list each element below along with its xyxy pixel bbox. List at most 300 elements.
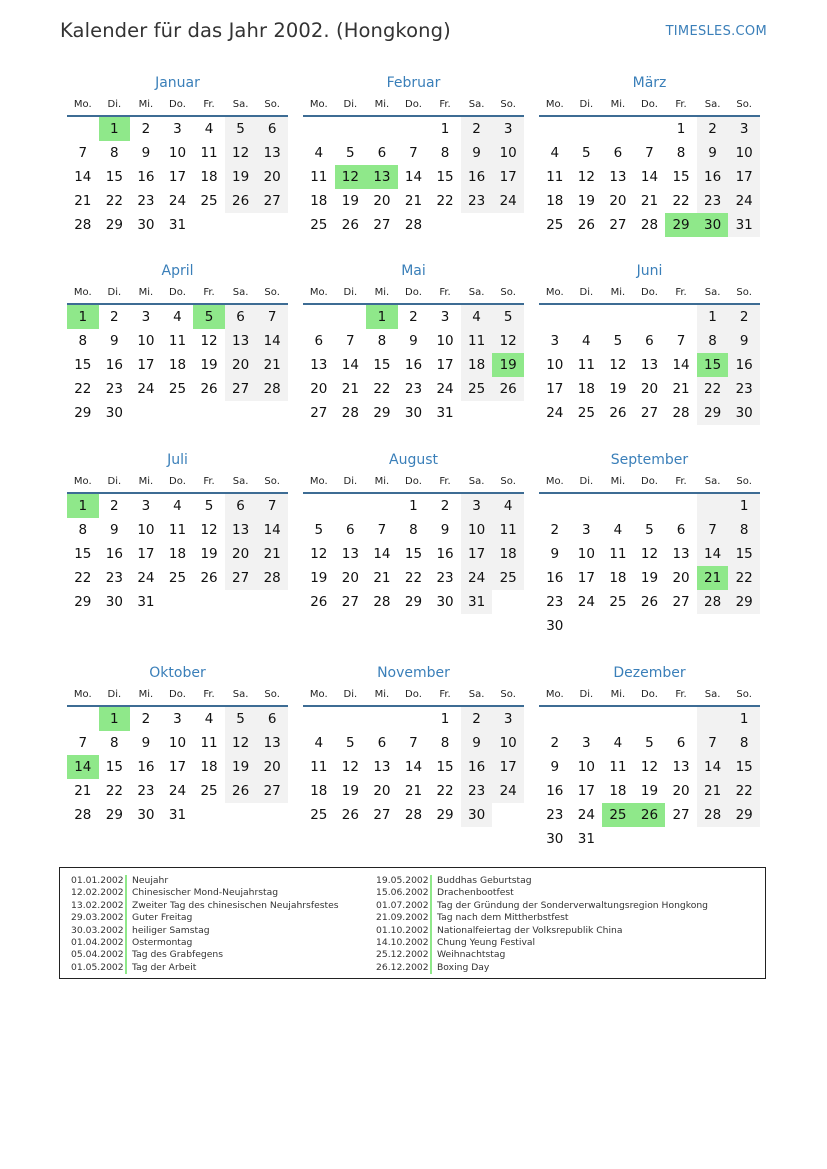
empty-day-cell bbox=[335, 117, 367, 141]
day-cell: 23 bbox=[436, 570, 454, 586]
week-row bbox=[303, 518, 524, 542]
week-row bbox=[67, 117, 288, 141]
day-cell: 26 bbox=[640, 594, 659, 610]
day-cell: 12 bbox=[225, 141, 257, 165]
legend-date: 01.10.2002 bbox=[376, 924, 429, 936]
weekday-header bbox=[67, 285, 288, 305]
day-cell: 2 bbox=[697, 117, 729, 141]
weekday-header bbox=[67, 687, 288, 707]
weekday-label: Fr. bbox=[675, 99, 687, 110]
empty-day-cell bbox=[697, 707, 729, 731]
empty-day-cell bbox=[728, 827, 760, 851]
day-cell: 7 bbox=[645, 145, 654, 161]
day-cell: 3 bbox=[550, 333, 560, 349]
month-juni bbox=[539, 261, 760, 425]
weekday-header bbox=[303, 285, 524, 305]
weekday-label: So. bbox=[500, 99, 516, 110]
empty-day-cell bbox=[634, 305, 666, 329]
day-cell: 4 bbox=[204, 121, 214, 137]
legend-date: 01.04.2002 bbox=[71, 936, 124, 948]
day-cell: 1 bbox=[728, 494, 760, 518]
week-row bbox=[539, 494, 760, 518]
day-cell: 21 bbox=[697, 779, 729, 803]
empty-day-cell bbox=[571, 305, 603, 329]
day-cell: 26 bbox=[341, 807, 359, 823]
month-name: Mai bbox=[401, 263, 426, 279]
day-cell: 20 bbox=[640, 381, 659, 397]
day-cell: 7 bbox=[377, 522, 387, 538]
week-row bbox=[303, 494, 524, 518]
day-cell: 28 bbox=[74, 807, 92, 823]
week-row bbox=[303, 566, 524, 590]
legend-date: 30.03.2002 bbox=[71, 924, 124, 936]
day-cell: 3 bbox=[582, 735, 591, 751]
weekday-header bbox=[539, 285, 760, 305]
legend-separator bbox=[430, 875, 432, 887]
day-cell: 5 bbox=[492, 305, 524, 329]
legend-item bbox=[71, 875, 339, 887]
legend-holiday-name: Tag des Grabfegens bbox=[132, 949, 224, 961]
weekday-label: Di. bbox=[343, 99, 358, 110]
day-cell: 31 bbox=[168, 217, 187, 233]
month-name: November bbox=[377, 665, 450, 681]
day-cell: 31 bbox=[168, 807, 187, 823]
weekday-label: Do. bbox=[641, 689, 658, 700]
week-row bbox=[303, 731, 524, 755]
day-cell: 28 bbox=[404, 217, 423, 233]
week-row bbox=[539, 401, 760, 425]
week-row bbox=[303, 189, 524, 213]
day-cell: 17 bbox=[461, 542, 493, 566]
weekday-label: So. bbox=[736, 476, 752, 487]
weekday-label: Di. bbox=[579, 99, 594, 110]
week-row bbox=[539, 542, 760, 566]
month-dezember bbox=[539, 663, 760, 851]
week-row bbox=[303, 779, 524, 803]
day-cell: 25 bbox=[168, 381, 187, 397]
day-cell: 26 bbox=[609, 405, 627, 421]
day-cell: 18 bbox=[168, 546, 187, 562]
day-cell: 31 bbox=[461, 590, 493, 614]
legend-holiday-name: Drachenbootfest bbox=[437, 887, 514, 899]
weekday-label: Mi. bbox=[138, 99, 154, 110]
empty-day-cell bbox=[665, 494, 697, 518]
day-cell: 10 bbox=[546, 357, 564, 373]
weekday-label: Mo. bbox=[73, 99, 92, 110]
day-cell: 10 bbox=[577, 546, 595, 562]
day-cell: 16 bbox=[105, 357, 123, 373]
weekday-label: Mo. bbox=[545, 476, 564, 487]
holiday-day-cell: 29 bbox=[665, 213, 697, 237]
weekday-label: Mi. bbox=[374, 476, 390, 487]
day-cell: 20 bbox=[672, 783, 690, 799]
weekday-label: Mi. bbox=[138, 689, 154, 700]
legend-date: 25.12.2002 bbox=[376, 949, 429, 961]
week-row bbox=[303, 305, 524, 329]
month-name: Februar bbox=[386, 75, 441, 91]
weekday-label: Sa. bbox=[468, 99, 485, 110]
holiday-day-cell: 21 bbox=[697, 566, 729, 590]
weekday-label: Sa. bbox=[232, 689, 249, 700]
page-title: Kalender für das Jahr 2002. (Hongkong) bbox=[60, 19, 451, 42]
weekday-header bbox=[303, 97, 524, 117]
weekday-label: Sa. bbox=[704, 689, 721, 700]
day-cell: 13 bbox=[256, 731, 288, 755]
day-cell: 27 bbox=[373, 807, 391, 823]
day-cell: 28 bbox=[404, 807, 423, 823]
week-row bbox=[67, 141, 288, 165]
day-cell: 9 bbox=[550, 546, 560, 562]
day-cell: 20 bbox=[373, 783, 391, 799]
day-cell: 29 bbox=[373, 405, 391, 421]
holiday-day-cell: 26 bbox=[634, 803, 666, 827]
day-cell: 18 bbox=[310, 193, 328, 209]
day-cell: 27 bbox=[310, 405, 328, 421]
legend-item bbox=[376, 900, 708, 912]
day-cell: 24 bbox=[168, 783, 187, 799]
empty-day-cell bbox=[193, 803, 225, 827]
legend-date: 12.02.2002 bbox=[71, 887, 124, 899]
day-cell: 8 bbox=[676, 145, 686, 161]
day-cell: 9 bbox=[110, 522, 119, 538]
weekday-label: Fr. bbox=[203, 99, 215, 110]
day-cell: 19 bbox=[310, 570, 328, 586]
day-cell: 31 bbox=[577, 831, 595, 847]
day-cell: 27 bbox=[256, 189, 288, 213]
day-cell: 6 bbox=[225, 494, 257, 518]
day-cell: 19 bbox=[200, 357, 218, 373]
day-cell: 25 bbox=[546, 217, 564, 233]
day-cell: 28 bbox=[697, 590, 729, 614]
day-cell: 16 bbox=[105, 546, 123, 562]
day-cell: 28 bbox=[341, 405, 359, 421]
week-row bbox=[67, 779, 288, 803]
weekday-label: Mi. bbox=[138, 287, 154, 298]
holiday-day-cell: 19 bbox=[492, 353, 524, 377]
day-cell: 9 bbox=[697, 141, 729, 165]
weekday-label: So. bbox=[264, 287, 280, 298]
day-cell: 23 bbox=[728, 377, 760, 401]
day-cell: 15 bbox=[105, 169, 123, 185]
day-cell: 6 bbox=[645, 333, 654, 349]
empty-day-cell bbox=[193, 213, 225, 237]
month-name: März bbox=[632, 75, 667, 91]
day-cell: 14 bbox=[697, 542, 729, 566]
empty-day-cell bbox=[398, 117, 430, 141]
day-cell: 8 bbox=[440, 735, 450, 751]
day-cell: 14 bbox=[74, 169, 92, 185]
weekday-label: Mi. bbox=[374, 689, 390, 700]
day-cell: 9 bbox=[461, 731, 493, 755]
empty-day-cell bbox=[366, 707, 398, 731]
day-cell: 5 bbox=[346, 145, 355, 161]
weekday-label: Sa. bbox=[704, 476, 721, 487]
week-row bbox=[303, 590, 524, 614]
empty-day-cell bbox=[193, 401, 225, 425]
month-november bbox=[303, 663, 524, 827]
day-cell: 11 bbox=[609, 546, 627, 562]
day-cell: 25 bbox=[609, 594, 627, 610]
day-cell: 14 bbox=[256, 329, 288, 353]
brand-link[interactable]: TIMESLES.COM bbox=[665, 24, 767, 39]
weekday-label: So. bbox=[500, 476, 516, 487]
day-cell: 26 bbox=[200, 381, 218, 397]
day-cell: 26 bbox=[492, 377, 524, 401]
legend-date: 14.10.2002 bbox=[376, 936, 429, 948]
day-cell: 11 bbox=[546, 169, 564, 185]
empty-day-cell bbox=[665, 827, 697, 851]
day-cell: 12 bbox=[640, 546, 659, 562]
day-cell: 21 bbox=[74, 193, 92, 209]
weekday-label: Di. bbox=[343, 287, 358, 298]
holiday-day-cell: 12 bbox=[335, 165, 367, 189]
legend-separator bbox=[125, 887, 127, 899]
day-cell: 5 bbox=[346, 735, 355, 751]
weekday-label: Fr. bbox=[203, 476, 215, 487]
day-cell: 24 bbox=[461, 566, 493, 590]
day-cell: 15 bbox=[74, 546, 92, 562]
legend-separator bbox=[430, 912, 432, 924]
day-cell: 4 bbox=[582, 333, 591, 349]
week-row bbox=[539, 117, 760, 141]
week-row bbox=[67, 189, 288, 213]
week-row bbox=[303, 117, 524, 141]
day-cell: 11 bbox=[310, 759, 328, 775]
holiday-day-cell: 1 bbox=[67, 494, 99, 518]
day-cell: 16 bbox=[461, 755, 493, 779]
day-cell: 20 bbox=[373, 193, 391, 209]
day-cell: 14 bbox=[640, 169, 659, 185]
day-cell: 17 bbox=[728, 165, 760, 189]
empty-day-cell bbox=[571, 614, 603, 638]
day-cell: 6 bbox=[676, 735, 686, 751]
empty-day-cell bbox=[366, 494, 398, 518]
day-cell: 14 bbox=[672, 357, 690, 373]
day-cell: 8 bbox=[409, 522, 418, 538]
month-name: September bbox=[610, 452, 689, 468]
week-row bbox=[67, 755, 288, 779]
day-cell: 27 bbox=[609, 217, 627, 233]
day-cell: 26 bbox=[200, 570, 218, 586]
weekday-header bbox=[539, 474, 760, 494]
weekday-label: So. bbox=[500, 689, 516, 700]
day-cell: 5 bbox=[645, 735, 654, 751]
weekday-header bbox=[303, 687, 524, 707]
month-märz bbox=[539, 73, 760, 237]
day-cell: 6 bbox=[676, 522, 686, 538]
day-cell: 30 bbox=[137, 807, 155, 823]
day-cell: 29 bbox=[105, 217, 123, 233]
empty-day-cell bbox=[697, 494, 729, 518]
day-cell: 25 bbox=[310, 807, 328, 823]
day-cell: 16 bbox=[404, 357, 423, 373]
day-cell: 24 bbox=[577, 807, 595, 823]
day-cell: 14 bbox=[256, 518, 288, 542]
day-cell: 28 bbox=[373, 594, 391, 610]
legend-separator bbox=[430, 925, 432, 937]
empty-day-cell bbox=[193, 590, 225, 614]
day-cell: 24 bbox=[492, 189, 524, 213]
day-cell: 13 bbox=[341, 546, 359, 562]
legend-date: 29.03.2002 bbox=[71, 912, 124, 924]
day-cell: 20 bbox=[341, 570, 359, 586]
day-cell: 9 bbox=[461, 141, 493, 165]
legend-holiday-name: Tag nach dem Mittherbstfest bbox=[437, 912, 569, 924]
legend-date: 15.06.2002 bbox=[376, 887, 429, 899]
day-cell: 29 bbox=[74, 405, 92, 421]
weekday-label: Do. bbox=[169, 476, 186, 487]
weekday-label: Do. bbox=[405, 99, 422, 110]
day-cell: 23 bbox=[461, 189, 493, 213]
day-cell: 2 bbox=[728, 305, 760, 329]
weekday-label: Do. bbox=[405, 476, 422, 487]
legend-item bbox=[71, 925, 339, 937]
day-cell: 15 bbox=[728, 755, 760, 779]
weekday-label: Di. bbox=[107, 476, 122, 487]
holiday-legend bbox=[59, 867, 766, 979]
day-cell: 27 bbox=[256, 779, 288, 803]
day-cell: 23 bbox=[546, 594, 564, 610]
empty-day-cell bbox=[539, 305, 571, 329]
day-cell: 25 bbox=[168, 570, 187, 586]
week-row bbox=[303, 141, 524, 165]
week-row bbox=[303, 353, 524, 377]
month-name: Januar bbox=[155, 75, 200, 91]
day-cell: 6 bbox=[225, 305, 257, 329]
day-cell: 25 bbox=[461, 377, 493, 401]
day-cell: 30 bbox=[137, 217, 155, 233]
empty-day-cell bbox=[539, 707, 571, 731]
day-cell: 7 bbox=[409, 735, 418, 751]
legend-separator bbox=[430, 949, 432, 961]
empty-day-cell bbox=[602, 614, 634, 638]
weekday-label: Do. bbox=[169, 99, 186, 110]
weekday-label: Do. bbox=[405, 689, 422, 700]
holiday-day-cell: 14 bbox=[67, 755, 99, 779]
day-cell: 11 bbox=[200, 145, 218, 161]
day-cell: 24 bbox=[137, 570, 155, 586]
day-cell: 11 bbox=[492, 518, 524, 542]
day-cell: 4 bbox=[550, 145, 560, 161]
weekday-label: Sa. bbox=[232, 287, 249, 298]
day-cell: 8 bbox=[78, 333, 88, 349]
legend-item bbox=[71, 949, 339, 961]
day-cell: 21 bbox=[640, 193, 659, 209]
day-cell: 3 bbox=[461, 494, 493, 518]
day-cell: 9 bbox=[110, 333, 119, 349]
legend-date: 01.01.2002 bbox=[71, 875, 124, 886]
legend-date: 01.05.2002 bbox=[71, 961, 124, 973]
month-juli bbox=[67, 450, 288, 614]
day-cell: 10 bbox=[137, 522, 155, 538]
day-cell: 16 bbox=[436, 546, 454, 562]
day-cell: 2 bbox=[110, 498, 119, 514]
week-row bbox=[303, 377, 524, 401]
day-cell: 19 bbox=[577, 193, 595, 209]
day-cell: 9 bbox=[440, 522, 450, 538]
day-cell: 7 bbox=[676, 333, 686, 349]
day-cell: 31 bbox=[728, 213, 760, 237]
day-cell: 20 bbox=[672, 570, 690, 586]
empty-day-cell bbox=[130, 401, 162, 425]
day-cell: 20 bbox=[225, 353, 257, 377]
day-cell: 13 bbox=[310, 357, 328, 373]
month-name: Juni bbox=[636, 263, 663, 279]
empty-day-cell bbox=[602, 305, 634, 329]
day-cell: 15 bbox=[728, 542, 760, 566]
month-april bbox=[67, 261, 288, 425]
day-cell: 5 bbox=[582, 145, 591, 161]
day-cell: 15 bbox=[105, 759, 123, 775]
day-cell: 21 bbox=[74, 783, 92, 799]
day-cell: 22 bbox=[373, 381, 391, 397]
day-cell: 17 bbox=[137, 546, 155, 562]
day-cell: 17 bbox=[546, 381, 564, 397]
day-cell: 28 bbox=[74, 217, 92, 233]
empty-day-cell bbox=[225, 803, 257, 827]
weekday-label: So. bbox=[500, 287, 516, 298]
holiday-day-cell: 5 bbox=[193, 305, 225, 329]
week-row bbox=[67, 305, 288, 329]
day-cell: 4 bbox=[492, 494, 524, 518]
day-cell: 22 bbox=[436, 193, 454, 209]
day-cell: 22 bbox=[74, 381, 92, 397]
day-cell: 18 bbox=[577, 381, 595, 397]
day-cell: 10 bbox=[436, 333, 454, 349]
legend-holiday-name: Zweiter Tag des chinesischen Neujahrsfestes bbox=[132, 899, 339, 911]
day-cell: 9 bbox=[728, 329, 760, 353]
day-cell: 15 bbox=[373, 357, 391, 373]
weekday-label: Sa. bbox=[704, 287, 721, 298]
weekday-label: Fr. bbox=[439, 689, 451, 700]
holiday-day-cell: 1 bbox=[99, 117, 131, 141]
day-cell: 19 bbox=[341, 193, 359, 209]
weekday-label: Mi. bbox=[138, 476, 154, 487]
day-cell: 16 bbox=[137, 759, 155, 775]
day-cell: 25 bbox=[200, 783, 218, 799]
day-cell: 23 bbox=[137, 193, 155, 209]
day-cell: 23 bbox=[137, 783, 155, 799]
day-cell: 4 bbox=[173, 498, 182, 514]
legend-holiday-name: Chinesischer Mond-Neujahrstag bbox=[132, 887, 279, 899]
weekday-label: Di. bbox=[343, 476, 358, 487]
day-cell: 13 bbox=[609, 169, 627, 185]
day-cell: 7 bbox=[409, 145, 418, 161]
empty-day-cell bbox=[571, 707, 603, 731]
day-cell: 29 bbox=[404, 594, 423, 610]
weekday-header bbox=[67, 97, 288, 117]
day-cell: 22 bbox=[105, 193, 123, 209]
day-cell: 19 bbox=[640, 783, 659, 799]
day-cell: 30 bbox=[546, 618, 564, 634]
day-cell: 15 bbox=[436, 759, 454, 775]
legend-date: 13.02.2002 bbox=[71, 899, 124, 911]
week-row bbox=[539, 305, 760, 329]
day-cell: 15 bbox=[404, 546, 423, 562]
day-cell: 21 bbox=[256, 542, 288, 566]
day-cell: 17 bbox=[137, 357, 155, 373]
day-cell: 28 bbox=[640, 217, 659, 233]
empty-day-cell bbox=[225, 213, 257, 237]
day-cell: 23 bbox=[697, 189, 729, 213]
weekday-label: Sa. bbox=[468, 476, 485, 487]
day-cell: 5 bbox=[613, 333, 623, 349]
day-cell: 24 bbox=[492, 779, 524, 803]
empty-day-cell bbox=[256, 401, 288, 425]
weekday-label: Sa. bbox=[704, 99, 721, 110]
legend-separator bbox=[430, 962, 432, 974]
day-cell: 8 bbox=[78, 522, 88, 538]
